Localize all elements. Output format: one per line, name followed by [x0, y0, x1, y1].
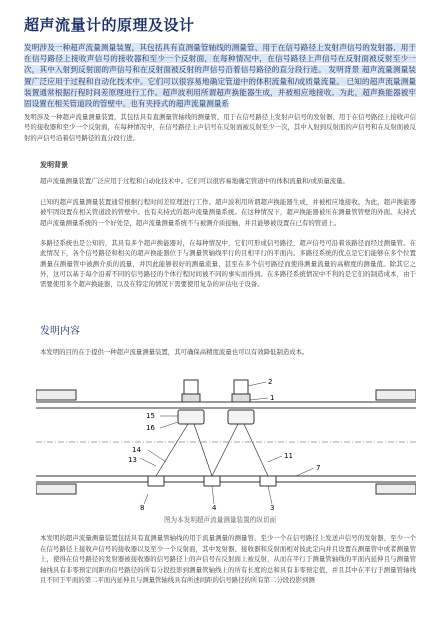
paragraph-1: 发明涉及一种超声流量测量装置，其包括具有直测量管轴线的测量管、用于在信号路径上发射声信号的发射器、用于在信号路径上接收声信号的接收器和至少一个反射面，在每种情况中，在信号路径上声信号在反射面被反射至少一次，其中入射到反射面的声信号和在反射面被反射的声信号沿着信号路径的直分段行进。 — [24, 113, 416, 142]
label-4: 4 — [212, 504, 217, 512]
summary-text: 发明涉及一种超声流量测量装置，其包括具有直测量管轴线的测量管、用于在信号路径上发射声信号的发射器、用于在信号路径上接收声信号的接收器和至少一个反射面，在每种情况中，在信号路径上声信号在反射面被反射至少一次，其中入射到反射面的声信号和在反射面被反射的声信号沿着信号路径的直分段行进。 发明背景 超声流量测量装置广泛应用于过程和自动化技术中。它们可以很容易地确定管道中的体积流量和/或质量流量。 已知的超声流量测量装置通常根据行程时间差原理进行工作。超声波利用所谓超声换能器生成，并被相应地接收。为此，超声换能器被牢固设置在相关管道段的管壁中。也有夹持式的超声流量测量系 — [24, 43, 416, 109]
paragraph-5: 本发明的目的在于提供一种超声流量测量装置，其可确保高精度流量也可以有效降低制造成本。 — [40, 348, 309, 356]
label-2: 2 — [268, 378, 273, 386]
label-16: 16 — [146, 424, 155, 432]
label-8: 8 — [140, 504, 145, 512]
label-11: 11 — [284, 452, 293, 460]
figure-caption: 图为本发明超声流量测量装置的纵切面 — [163, 516, 277, 524]
label-15: 15 — [146, 412, 155, 420]
label-14: 14 — [132, 446, 141, 454]
label-7: 7 — [316, 464, 321, 472]
label-3: 3 — [270, 504, 275, 512]
page-title: 超声流量计的原理及设计 — [24, 16, 195, 34]
label-13: 13 — [128, 456, 137, 464]
paragraph-4: 多路径系统也是公知的，其具有多个超声换能器对，在每种情况中，它们可形成信号路径，超声信号可沿着该路径而经过测量管。在此情况下，各个信号路径和相关的超声换能器位于与测量管轴线平行的且相平行的平面内。多路径系统的优点是它们能够在多个位置测量在测量管中被测介质的流量，并因此能够很好的测量流量，甚至在多个信号路径而使得测量流量的高精度的测量值。除其它之外，这可以基于每个沿着不同的信号路径的个体行程时间被不同的事实而得到。在多路径系统情况中不利的是它们的制造成本，由于需要使用多个超声换能器，以及在特定的情况下需要使用复杂的评估电子设备。 — [40, 239, 416, 289]
paragraph-6: 本发明的超声流量测量装置包括具有直测量管轴线的用于流量测量的测量管、至少一个在信号路径上发送声信号的发射器、至少一个在信号路径上接收声信号的接收器以及至少一个反射面，其中发射器、接收器和反射面相对彼此定向并且设置在测量管中或者测量管上，使得在信号路径的发射器被接收器的信号路径上的声信号在反射面上被反射，从而在平行于测量管轴线的平面内延伸且与测量管轴线具有非零预定间距的信号路径的所有分段投影到测量管轴线上的所有长度的总和具有非零预定值，并且其中在平行于测量管轴线且不同于平面的第二平面内延伸且与测量管轴线具有所述间距的信号路径的所有第二分段投影到测 — [40, 534, 416, 585]
heading-content: 发明内容 — [40, 326, 80, 337]
label-1: 1 — [270, 394, 275, 402]
paragraph-3: 已知的超声流量测量装置通常根据行程时间差原理进行工作。超声波利用所谓超声换能器生成，并被相应地接收。为此，超声换能器被牢固设置在相关管道段的管壁中。也有夹持式的超声流量测量系统。在这种情况下，超声换能器被压在测量管管壁的外面。夹持式超声流量测量系统的一个好处是，超声流量测量系统不与被测介质接触，并且能够被设置在已有的管道上。 — [40, 198, 416, 227]
summary-paragraph — [24, 42, 416, 109]
flowmeter-diagram — [36, 372, 416, 512]
heading-background: 发明背景 — [40, 161, 68, 169]
paragraph-2: 超声流量测量装置广泛应用于过程和自动化技术中。它们可以很容易地确定管道中的体积流量和/或质量流量。 — [40, 177, 349, 185]
